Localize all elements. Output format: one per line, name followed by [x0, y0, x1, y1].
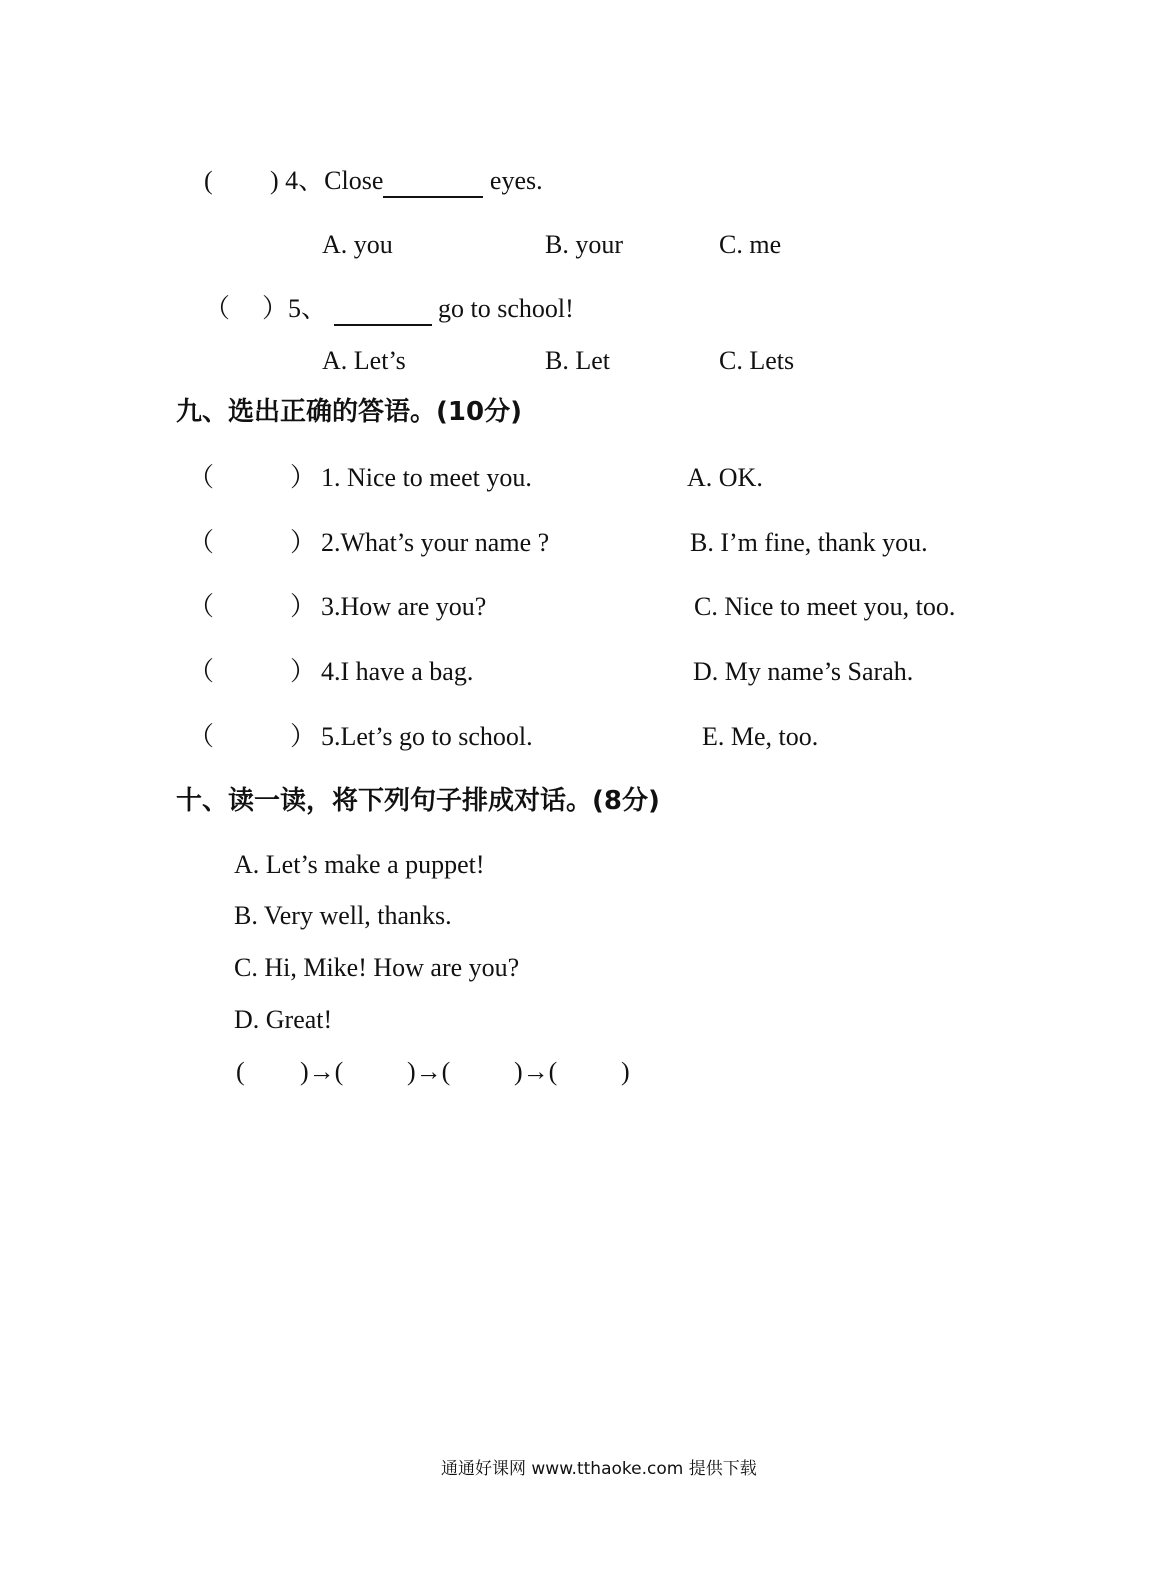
s9-row3-question: 3.How are you?	[321, 592, 487, 621]
q4-option-a: A. you	[322, 230, 393, 259]
q4-option-b: B. your	[545, 230, 623, 259]
s9-row5-open-paren: （	[188, 722, 215, 751]
s9-row1-question: 1. Nice to meet you.	[321, 463, 532, 492]
s9-row5-close-paren: ）	[290, 722, 317, 751]
section9-title: 九、选出正确的答语。(10分)	[176, 397, 522, 427]
q4-line	[270, 166, 543, 198]
q5-line	[262, 294, 574, 326]
s9-row1-close-paren: ）	[290, 463, 317, 492]
s9-row2-open-paren: （	[188, 528, 215, 557]
q4-close-paren: )	[270, 166, 279, 195]
s9-row5-answer: E. Me, too.	[702, 722, 819, 751]
s10-sentence-c: C. Hi, Mike! How are you?	[234, 953, 520, 982]
s10-seq-2: )→(	[300, 1057, 344, 1086]
s10-seq-3: )→(	[407, 1057, 451, 1086]
q5-suffix: go to school!	[438, 294, 574, 323]
q5-close-paren: ）	[262, 294, 289, 323]
footer-source: 通通好课网 www.tthaoke.com 提供下载	[441, 1459, 757, 1479]
q4-answer-blank[interactable]	[383, 166, 483, 198]
s10-sentence-d: D. Great!	[234, 1005, 333, 1034]
s9-row2-close-paren: ）	[290, 528, 317, 557]
q5-open-paren: （	[204, 294, 231, 323]
s9-row5-question: 5.Let’s go to school.	[321, 722, 533, 751]
q5-option-a: A. Let’s	[322, 346, 406, 375]
s9-row4-question: 4.I have a bag.	[321, 657, 474, 686]
s10-seq-1: (	[236, 1057, 245, 1086]
s9-row2-question: 2.What’s your name ?	[321, 528, 550, 557]
s9-row3-open-paren: （	[188, 592, 215, 621]
s10-sentence-b: B. Very well, thanks.	[234, 901, 452, 930]
s9-row2-answer: B. I’m fine, thank you.	[690, 528, 928, 557]
q5-option-b: B. Let	[545, 346, 610, 375]
s9-row3-close-paren: ）	[290, 592, 317, 621]
s9-row4-open-paren: （	[188, 657, 215, 686]
s9-row3-answer: C. Nice to meet you, too.	[694, 592, 956, 621]
s10-seq-5: )	[621, 1057, 630, 1086]
q4-suffix: eyes.	[489, 166, 543, 195]
q4-option-c: C. me	[719, 230, 782, 259]
s10-seq-4: )→(	[514, 1057, 558, 1086]
s9-row4-close-paren: ）	[290, 657, 317, 686]
q5-option-c: C. Lets	[719, 346, 795, 375]
s9-row1-answer: A. OK.	[687, 463, 763, 492]
q4-open-paren: (	[204, 166, 213, 195]
s9-row4-answer: D. My name’s Sarah.	[693, 657, 914, 686]
q4-prefix: 4、Close	[285, 166, 384, 195]
q5-prefix: 5、	[288, 294, 328, 323]
section10-title: 十、读一读，将下列句子排成对话。(8分)	[176, 786, 660, 816]
q5-answer-blank[interactable]	[334, 294, 432, 326]
s10-sentence-a: A. Let’s make a puppet!	[234, 850, 485, 879]
s9-row1-open-paren: （	[188, 463, 215, 492]
